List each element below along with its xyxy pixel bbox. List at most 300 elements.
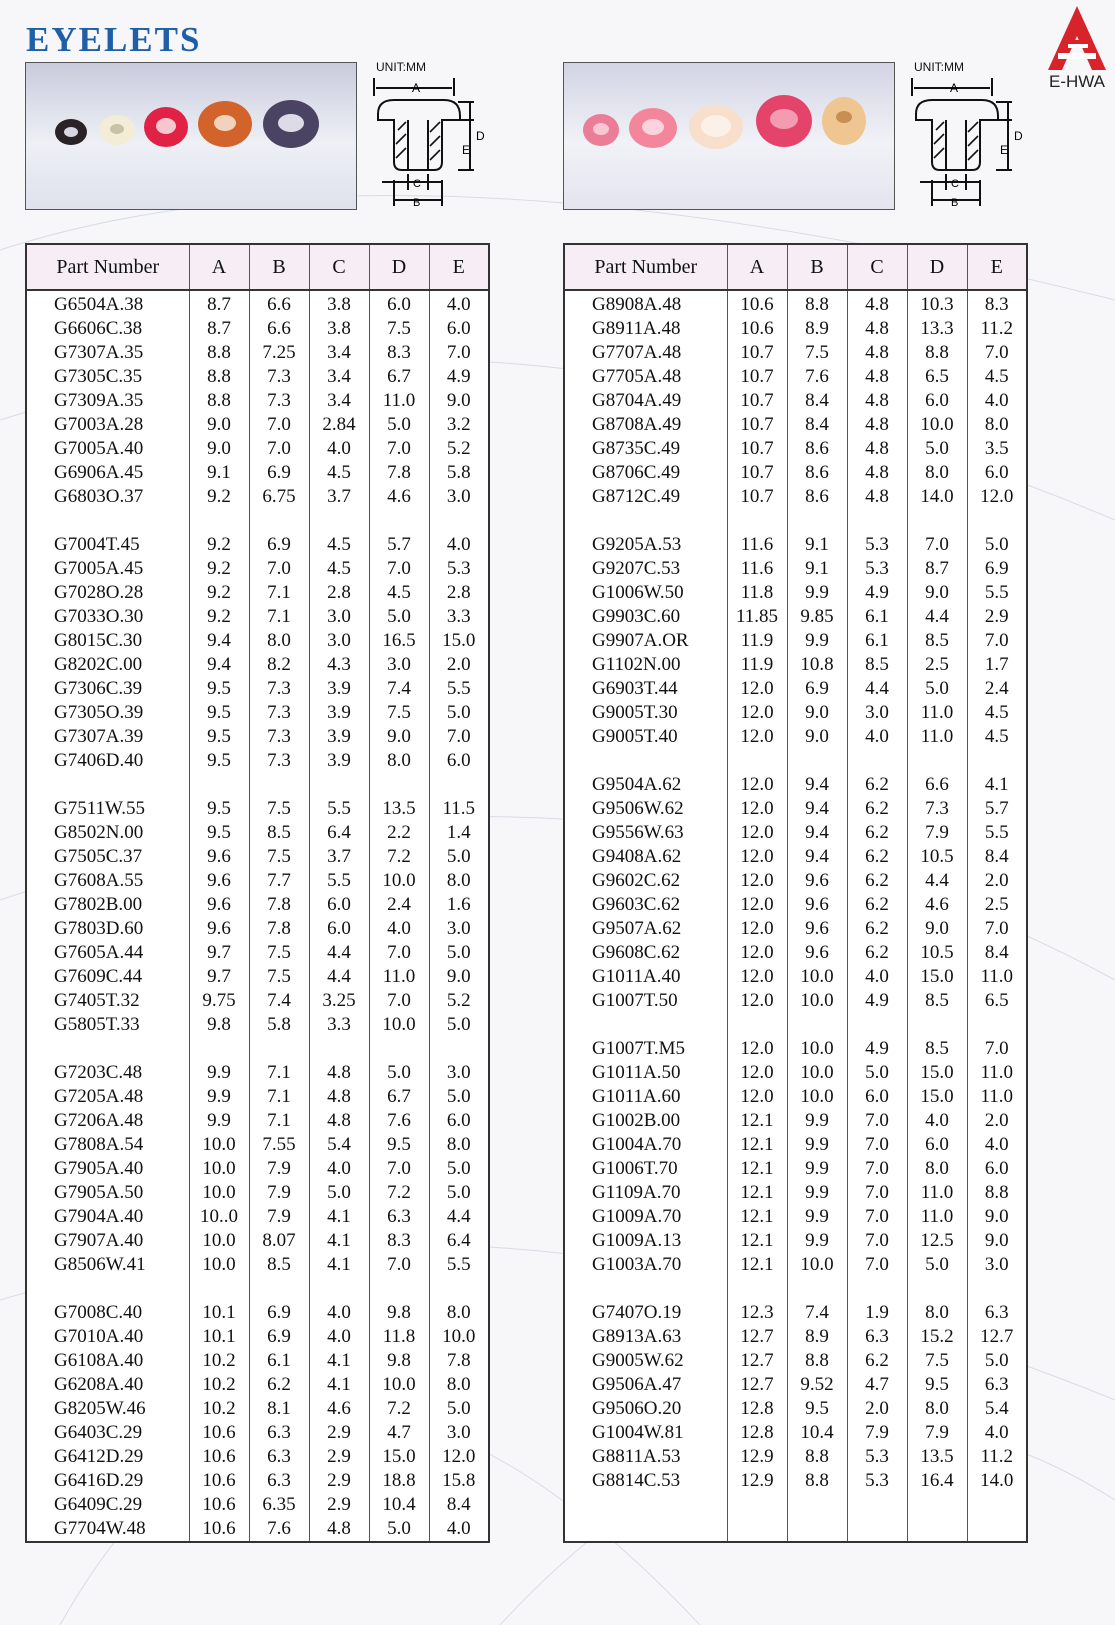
dim-d-cell: 16.4 (907, 1469, 967, 1493)
dim-d-cell: 7.3 (907, 797, 967, 821)
dim-e-cell: 8.0 (429, 1373, 489, 1397)
part-number-cell: G7605A.44 (26, 941, 189, 965)
dim-c-cell: 3.9 (309, 701, 369, 725)
part-number-cell: G9408A.62 (564, 845, 727, 869)
dim-c-cell: 3.0 (309, 629, 369, 653)
dim-a-cell (189, 1037, 249, 1061)
dim-c-cell: 3.0 (309, 605, 369, 629)
dim-a-cell: 10..0 (189, 1205, 249, 1229)
dim-a-cell: 10.0 (189, 1157, 249, 1181)
dim-e-cell: 2.9 (967, 605, 1027, 629)
part-number-cell: G9556W.63 (564, 821, 727, 845)
dim-a-cell: 12.0 (727, 869, 787, 893)
dim-d-cell: 7.0 (907, 533, 967, 557)
dim-e-cell: 4.0 (429, 533, 489, 557)
table-row (26, 1301, 489, 1325)
dim-e-cell: 11.0 (967, 965, 1027, 989)
dim-d-cell: 6.0 (907, 1133, 967, 1157)
dim-b-cell: 9.9 (787, 1109, 847, 1133)
dim-a-cell: 8.8 (189, 389, 249, 413)
dim-b-cell: 9.5 (787, 1397, 847, 1421)
header-d: D (907, 244, 967, 290)
dim-a-cell: 9.5 (189, 677, 249, 701)
dim-e-cell: 7.0 (429, 725, 489, 749)
dim-d-label: D (476, 129, 485, 143)
header-a: A (189, 244, 249, 290)
dim-d-cell: 8.0 (907, 1157, 967, 1181)
spacer-row (26, 1277, 489, 1301)
dim-a-cell (727, 509, 787, 533)
dim-a-cell: 11.85 (727, 605, 787, 629)
dim-b-cell: 7.8 (249, 917, 309, 941)
dim-b-cell: 7.5 (249, 965, 309, 989)
spacer-row (26, 1037, 489, 1061)
dim-d-cell: 11.0 (907, 1205, 967, 1229)
dim-c-cell (847, 1493, 907, 1517)
dim-b-cell: 9.9 (787, 1157, 847, 1181)
table-row (564, 821, 1027, 845)
dim-b-cell: 8.8 (787, 1445, 847, 1469)
dim-b-cell: 7.0 (249, 557, 309, 581)
dim-e-cell: 4.0 (967, 1133, 1027, 1157)
dim-c-cell: 4.9 (847, 989, 907, 1013)
dim-c-cell (309, 773, 369, 797)
header-c: C (847, 244, 907, 290)
dim-d-cell: 8.7 (907, 557, 967, 581)
dim-c-cell (309, 509, 369, 533)
dim-d-cell (907, 749, 967, 773)
dim-a-cell: 9.0 (189, 413, 249, 437)
dim-a-cell: 12.7 (727, 1349, 787, 1373)
part-number-cell: G9005T.30 (564, 701, 727, 725)
part-number-cell: G9507A.62 (564, 917, 727, 941)
dim-e-label: E (462, 143, 471, 157)
dim-a-cell: 12.0 (727, 941, 787, 965)
dim-a-cell: 12.0 (727, 1085, 787, 1109)
dim-c-cell: 7.0 (847, 1205, 907, 1229)
part-number-cell: G8506W.41 (26, 1253, 189, 1277)
dimension-diagram-right (910, 60, 1045, 215)
dim-a-cell: 10.7 (727, 485, 787, 509)
table-row (564, 317, 1027, 341)
dim-e-cell: 7.0 (967, 629, 1027, 653)
dim-d-cell: 5.0 (369, 413, 429, 437)
part-number-cell: G7203C.48 (26, 1061, 189, 1085)
part-number-cell: G7028O.28 (26, 581, 189, 605)
part-number-cell: G6108A.40 (26, 1349, 189, 1373)
dim-c-cell: 5.0 (847, 1061, 907, 1085)
part-number-cell (564, 1517, 727, 1542)
dim-c-cell: 2.0 (847, 1397, 907, 1421)
dim-b-cell: 6.9 (787, 677, 847, 701)
dim-b-cell: 7.1 (249, 581, 309, 605)
dim-b-cell: 6.75 (249, 485, 309, 509)
dim-b-cell: 9.4 (787, 821, 847, 845)
dim-c-cell: 6.2 (847, 917, 907, 941)
dim-e-cell: 5.5 (967, 581, 1027, 605)
dim-e-cell: 1.7 (967, 653, 1027, 677)
dim-a-cell: 12.0 (727, 821, 787, 845)
dim-e-cell (967, 1517, 1027, 1542)
dim-e-cell: 4.5 (967, 725, 1027, 749)
dim-c-cell: 4.0 (309, 1325, 369, 1349)
table-row (564, 653, 1027, 677)
table-row (26, 893, 489, 917)
dim-e-cell: 5.0 (429, 1181, 489, 1205)
part-number-cell: G7705A.48 (564, 365, 727, 389)
dim-e-cell: 11.0 (967, 1061, 1027, 1085)
part-number-cell (564, 509, 727, 533)
table-row (564, 1085, 1027, 1109)
part-number-cell: G9005W.62 (564, 1349, 727, 1373)
dim-d-cell: 7.0 (369, 941, 429, 965)
dim-e-cell: 4.0 (429, 290, 489, 317)
dim-c-cell: 4.8 (847, 485, 907, 509)
dim-c-cell: 4.8 (309, 1085, 369, 1109)
table-row (26, 341, 489, 365)
dim-d-cell: 8.0 (907, 1397, 967, 1421)
dim-e-cell: 2.0 (967, 1109, 1027, 1133)
dim-b-cell: 7.1 (249, 1061, 309, 1085)
dim-e-cell: 4.4 (429, 1205, 489, 1229)
dim-a-cell (727, 1277, 787, 1301)
part-number-cell: G8015C.30 (26, 629, 189, 653)
spacer-row (26, 773, 489, 797)
dim-b-cell (787, 1493, 847, 1517)
dim-b-cell (249, 773, 309, 797)
part-number-cell: G9207C.53 (564, 557, 727, 581)
dim-b-cell: 7.3 (249, 677, 309, 701)
table-row (564, 389, 1027, 413)
dim-d-cell (907, 1517, 967, 1542)
dim-e-cell: 7.0 (967, 1037, 1027, 1061)
dim-d-cell: 15.0 (907, 965, 967, 989)
dim-b-cell: 7.5 (249, 797, 309, 821)
dim-a-cell: 12.0 (727, 893, 787, 917)
part-number-cell: G5805T.33 (26, 1013, 189, 1037)
dim-c-label: C (413, 178, 421, 190)
table-row (26, 1181, 489, 1205)
dim-c-cell: 8.5 (847, 653, 907, 677)
dim-a-cell: 10.6 (189, 1517, 249, 1542)
part-number-cell: G7905A.40 (26, 1157, 189, 1181)
dim-d-cell: 7.8 (369, 461, 429, 485)
dim-a-cell: 9.5 (189, 701, 249, 725)
dim-d-cell: 6.3 (369, 1205, 429, 1229)
table-row (26, 1445, 489, 1469)
dim-c-cell: 3.7 (309, 845, 369, 869)
dim-e-cell: 2.0 (429, 653, 489, 677)
dim-a-cell: 9.5 (189, 725, 249, 749)
dim-b-cell: 9.9 (787, 581, 847, 605)
dim-a-cell: 12.0 (727, 773, 787, 797)
dim-b-cell (787, 1013, 847, 1037)
dim-e-label: E (1000, 143, 1009, 157)
dim-c-cell: 4.0 (847, 965, 907, 989)
part-number-cell: G8908A.48 (564, 290, 727, 317)
dim-e-cell: 5.8 (429, 461, 489, 485)
part-number-cell: G6412D.29 (26, 1445, 189, 1469)
part-number-cell (26, 1037, 189, 1061)
dim-d-cell: 7.5 (369, 701, 429, 725)
part-number-cell: G6906A.45 (26, 461, 189, 485)
dim-e-cell: 2.8 (429, 581, 489, 605)
dim-b-cell: 6.2 (249, 1373, 309, 1397)
header-part-number: Part Number (26, 244, 189, 290)
dim-d-cell: 13.5 (907, 1445, 967, 1469)
part-number-cell: G9602C.62 (564, 869, 727, 893)
dim-e-cell (429, 509, 489, 533)
dim-a-cell: 9.2 (189, 581, 249, 605)
dim-b-cell: 9.1 (787, 557, 847, 581)
dim-a-cell (727, 1493, 787, 1517)
dim-d-cell: 7.2 (369, 1181, 429, 1205)
dim-a-cell: 10.6 (727, 317, 787, 341)
dim-a-cell: 9.7 (189, 941, 249, 965)
dim-a-cell: 8.8 (189, 365, 249, 389)
part-number-cell: G1011A.60 (564, 1085, 727, 1109)
dim-a-cell: 10.7 (727, 365, 787, 389)
part-number-cell: G1102N.00 (564, 653, 727, 677)
dim-d-cell: 6.5 (907, 365, 967, 389)
part-number-cell: G8704A.49 (564, 389, 727, 413)
part-number-cell: G6403C.29 (26, 1421, 189, 1445)
table-row (564, 1469, 1027, 1493)
dim-c-cell: 7.0 (847, 1229, 907, 1253)
part-number-cell: G6903T.44 (564, 677, 727, 701)
dim-c-cell: 4.3 (309, 653, 369, 677)
dim-d-cell: 13.5 (369, 797, 429, 821)
dim-e-cell: 11.2 (967, 317, 1027, 341)
dim-b-cell (787, 509, 847, 533)
dim-a-cell: 9.5 (189, 821, 249, 845)
dim-d-cell: 4.6 (907, 893, 967, 917)
dim-a-cell: 12.0 (727, 677, 787, 701)
dim-c-cell: 6.4 (309, 821, 369, 845)
dim-b-cell: 8.2 (249, 653, 309, 677)
dim-d-cell: 5.0 (369, 1517, 429, 1542)
table-row (564, 893, 1027, 917)
table-row (564, 629, 1027, 653)
dim-c-cell (847, 1013, 907, 1037)
dim-a-cell: 9.6 (189, 845, 249, 869)
dim-d-cell: 11.0 (369, 389, 429, 413)
dim-d-cell: 10.5 (907, 941, 967, 965)
dim-c-cell: 4.8 (309, 1517, 369, 1542)
dim-d-cell: 15.0 (369, 1445, 429, 1469)
dim-b-cell: 7.4 (787, 1301, 847, 1325)
dim-d-cell: 10.3 (907, 290, 967, 317)
unit-label: UNIT:MM (914, 60, 964, 74)
table-row (26, 437, 489, 461)
dim-e-cell: 3.0 (429, 1061, 489, 1085)
dim-a-cell: 10.2 (189, 1349, 249, 1373)
header-part-number: Part Number (564, 244, 727, 290)
dim-a-cell (727, 1517, 787, 1542)
dim-c-cell: 3.4 (309, 365, 369, 389)
eyelet-cross-section-icon (372, 74, 502, 214)
eyelets-image-right (564, 63, 894, 209)
table-row (26, 581, 489, 605)
dim-b-cell: 9.6 (787, 917, 847, 941)
table-row (26, 941, 489, 965)
dim-c-cell: 4.8 (309, 1061, 369, 1085)
table-row (26, 317, 489, 341)
dim-d-cell: 5.0 (907, 677, 967, 701)
spacer-row (564, 1493, 1027, 1517)
dim-e-cell: 2.0 (967, 869, 1027, 893)
dim-c-label: C (951, 178, 959, 190)
dim-b-cell: 6.1 (249, 1349, 309, 1373)
dim-b-cell: 7.5 (249, 941, 309, 965)
part-number-cell: G8708A.49 (564, 413, 727, 437)
dim-d-cell: 4.0 (907, 1109, 967, 1133)
dim-d-cell: 9.8 (369, 1301, 429, 1325)
dim-a-cell: 12.1 (727, 1109, 787, 1133)
dim-b-cell: 5.8 (249, 1013, 309, 1037)
dim-b-cell: 10.0 (787, 965, 847, 989)
header-c: C (309, 244, 369, 290)
dim-a-cell: 10.7 (727, 413, 787, 437)
dim-a-cell: 9.2 (189, 485, 249, 509)
product-photo-left (25, 62, 357, 210)
dim-b-cell: 9.9 (787, 1205, 847, 1229)
part-number-cell: G1006T.70 (564, 1157, 727, 1181)
table-row (564, 341, 1027, 365)
dim-a-cell: 10.6 (189, 1469, 249, 1493)
dim-c-cell (847, 749, 907, 773)
dim-e-cell: 3.3 (429, 605, 489, 629)
dim-d-cell: 10.0 (907, 413, 967, 437)
part-number-cell: G1004A.70 (564, 1133, 727, 1157)
dim-d-cell: 8.0 (907, 461, 967, 485)
dim-a-cell: 10.6 (727, 290, 787, 317)
dim-a-cell: 12.1 (727, 1205, 787, 1229)
dim-c-cell: 5.3 (847, 1469, 907, 1493)
table-row (26, 989, 489, 1013)
dim-d-cell (907, 1493, 967, 1517)
part-number-cell: G7511W.55 (26, 797, 189, 821)
part-number-cell: G7205A.48 (26, 1085, 189, 1109)
dim-c-cell: 6.0 (309, 893, 369, 917)
dim-b-cell: 10.0 (787, 1037, 847, 1061)
table-row (26, 605, 489, 629)
dim-e-cell: 5.0 (429, 701, 489, 725)
header-d: D (369, 244, 429, 290)
dim-d-cell: 7.4 (369, 677, 429, 701)
part-number-cell: G6504A.38 (26, 290, 189, 317)
dim-b-cell: 7.6 (787, 365, 847, 389)
dim-d-cell: 8.0 (369, 749, 429, 773)
dim-a-cell: 10.0 (189, 1133, 249, 1157)
dim-e-cell: 6.0 (429, 749, 489, 773)
dim-b-cell: 8.9 (787, 317, 847, 341)
dim-b-cell: 8.07 (249, 1229, 309, 1253)
dim-d-cell: 2.2 (369, 821, 429, 845)
dim-d-cell: 9.5 (369, 1133, 429, 1157)
dim-e-cell: 7.8 (429, 1349, 489, 1373)
dim-b-cell: 8.1 (249, 1397, 309, 1421)
dim-a-cell: 11.6 (727, 557, 787, 581)
dim-a-cell: 10.6 (189, 1445, 249, 1469)
dim-c-cell: 5.0 (309, 1181, 369, 1205)
part-number-cell: G7608A.55 (26, 869, 189, 893)
part-number-cell: G1003A.70 (564, 1253, 727, 1277)
dim-b-cell (787, 749, 847, 773)
table-row (26, 1325, 489, 1349)
dim-e-cell: 6.0 (967, 461, 1027, 485)
part-number-cell: G7505C.37 (26, 845, 189, 869)
product-photo-right (563, 62, 895, 210)
dim-c-cell: 7.9 (847, 1421, 907, 1445)
dim-e-cell: 8.4 (967, 941, 1027, 965)
dim-c-cell: 6.2 (847, 821, 907, 845)
table-row (26, 1373, 489, 1397)
part-number-cell: G6606C.38 (26, 317, 189, 341)
dim-d-cell (907, 509, 967, 533)
part-number-cell: G7405T.32 (26, 989, 189, 1013)
dim-e-cell: 6.3 (967, 1301, 1027, 1325)
part-number-cell: G7005A.40 (26, 437, 189, 461)
dim-b-cell: 8.0 (249, 629, 309, 653)
dim-d-cell: 2.5 (907, 653, 967, 677)
dim-c-cell: 3.9 (309, 677, 369, 701)
part-number-cell: G9603C.62 (564, 893, 727, 917)
dim-a-cell: 11.8 (727, 581, 787, 605)
dim-a-cell: 12.0 (727, 845, 787, 869)
dim-e-cell (967, 509, 1027, 533)
dim-c-cell: 4.6 (309, 1397, 369, 1421)
part-number-cell: G6208A.40 (26, 1373, 189, 1397)
dim-b-cell: 7.1 (249, 605, 309, 629)
dim-e-cell: 4.5 (967, 701, 1027, 725)
table-row (564, 1349, 1027, 1373)
dim-a-cell: 8.7 (189, 317, 249, 341)
dim-b-cell: 7.5 (787, 341, 847, 365)
dim-b-cell (249, 1277, 309, 1301)
dim-a-cell: 9.5 (189, 797, 249, 821)
dim-a-cell: 9.6 (189, 917, 249, 941)
part-number-cell: G7307A.35 (26, 341, 189, 365)
dim-a-cell: 8.7 (189, 290, 249, 317)
dim-b-cell: 9.4 (787, 797, 847, 821)
dim-e-cell: 2.4 (967, 677, 1027, 701)
dim-c-cell: 3.8 (309, 290, 369, 317)
dim-e-cell: 1.6 (429, 893, 489, 917)
dim-d-label: D (1014, 129, 1023, 143)
dim-c-cell: 5.4 (309, 1133, 369, 1157)
dim-b-cell: 8.8 (787, 1349, 847, 1373)
dim-b-cell: 8.4 (787, 413, 847, 437)
dim-b-cell (249, 1037, 309, 1061)
table-row (564, 605, 1027, 629)
part-number-cell: G9506W.62 (564, 797, 727, 821)
dim-e-cell: 12.0 (967, 485, 1027, 509)
dim-b-cell: 6.9 (249, 1325, 309, 1349)
dim-c-cell: 4.1 (309, 1373, 369, 1397)
dim-c-cell: 7.0 (847, 1181, 907, 1205)
dim-a-cell: 12.8 (727, 1397, 787, 1421)
dim-d-cell: 12.5 (907, 1229, 967, 1253)
dim-a-cell: 11.9 (727, 629, 787, 653)
part-number-cell (26, 773, 189, 797)
table-row (26, 869, 489, 893)
header-e: E (967, 244, 1027, 290)
part-number-cell: G7010A.40 (26, 1325, 189, 1349)
dim-e-cell: 7.0 (967, 341, 1027, 365)
table-row (564, 485, 1027, 509)
dim-b-cell: 9.6 (787, 893, 847, 917)
